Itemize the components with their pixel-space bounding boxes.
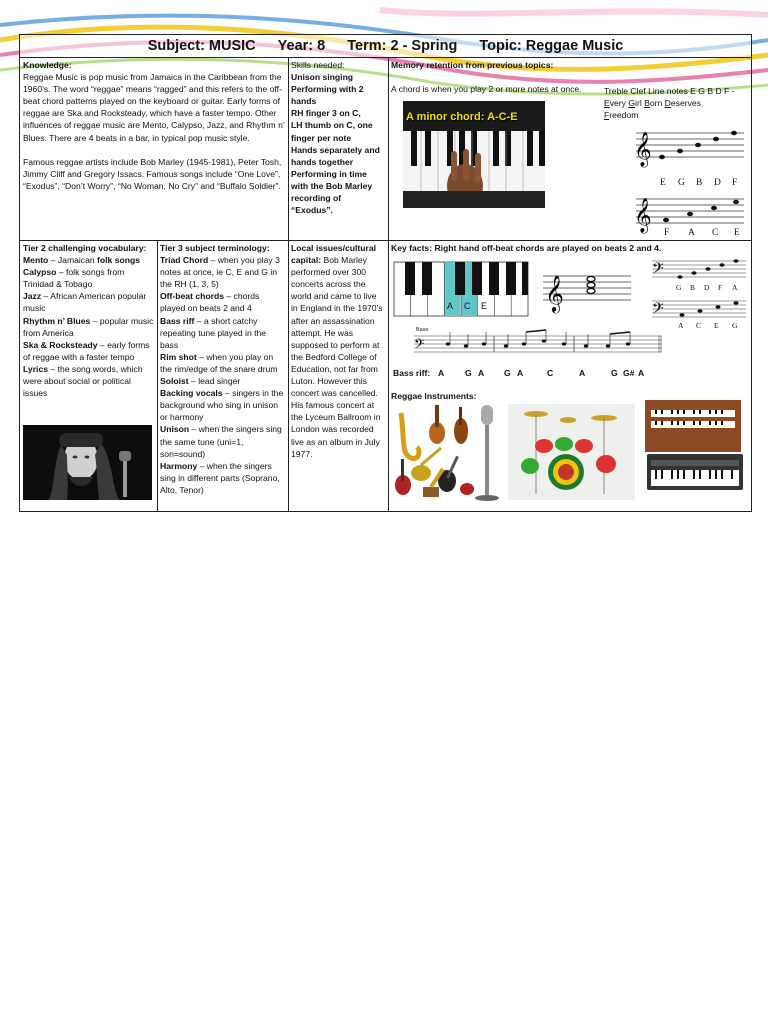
tier3-item: Harmony – when the singers sing in different parts (Soprano, Alto, Tenor) — [160, 460, 280, 495]
local-issues-text: Local issues/cultural capital: Bob Marley performed over 300 concerts across the world and came to live in England in the 1970’s after an assassination attempt. He was supposed to perform at the Bedford College of Education, not far from Luton. However this concert was cancelled. His famous concert at the Lyceum Ballroom in London was recorded live as an album in July 1977. — [291, 243, 383, 459]
tier2-cell — [20, 240, 157, 511]
tier3-item: Backing vocals – singers in the background who sing in unison or harmony — [160, 388, 284, 423]
chord-text: A chord is when you play 2 or more notes at once. — [391, 84, 582, 94]
a-minor-chord-photo — [403, 101, 545, 208]
tier2-item: Calypso – folk songs from Trinidad & Tobago — [23, 267, 125, 290]
topic-title: Topic: Reggae Music — [479, 38, 624, 54]
tier3-item: Bass riff – a short catchy repeating tune played in the bass — [160, 315, 267, 350]
keyboard-ace-diagram — [394, 262, 528, 316]
tier3-item: Soloist – lead singer — [160, 376, 241, 387]
treble-chord-diagram — [543, 264, 633, 314]
bass-riff-row: Bass riff: A G A G A C A G G# A — [393, 368, 645, 378]
tier3-item: Off-beat chords – chords played on beats 2 and 4 — [160, 291, 260, 314]
skill-item: Unison singing — [291, 72, 354, 83]
score-label: Bass — [416, 327, 429, 333]
tier3-heading: Tier 3 subject terminology: — [160, 243, 270, 253]
tier3-item: Triad Chord – when you play 3 notes at once, ie C, E and G in the RH (1, 3, 5) — [160, 255, 280, 290]
tier2-item: Rhythm n’ Blues – popular music from America — [23, 315, 154, 338]
knowledge-heading: Knowledge: — [23, 60, 72, 70]
knowledge-para-2: Famous reggae artists include Bob Marley (1945-1981), Peter Tosh, Jimmy Cliff and Gregory Issacs. Famous songs include “One Love”, “Exodus”, “Don’t Worry”, “No Woman, No Cry” and “Buffalo Soldier”. — [23, 156, 282, 191]
skill-item: LH thumb on C, one finger per note — [291, 120, 373, 143]
bass-riff-score — [414, 328, 664, 358]
tier3-cell — [157, 240, 288, 511]
organ-keyboard-image — [643, 398, 745, 501]
tier3-item: Unison – when the singers sing the same tune (uni=1, son=sound) — [160, 424, 282, 459]
local-issues-cell — [288, 240, 388, 511]
bob-marley-photo — [23, 425, 152, 500]
skill-item: Performing in time with the Bob Marley recording of “Exodus”. — [291, 168, 373, 216]
svg-text:𝄞: 𝄞 — [634, 132, 652, 167]
tier3-item: Rim shot – when you play on the rim/edge of the snare drum — [160, 351, 278, 374]
knowledge-organiser — [19, 34, 752, 512]
tier2-heading: Tier 2 challenging vocabulary: — [23, 243, 147, 253]
subject-title: Subject: MUSIC — [147, 38, 256, 54]
instruments-heading: Reggae Instruments: — [391, 391, 477, 401]
knowledge-para-1: Reggae Music is pop music from Jamaica in the Caribbean from the 1960’s. The word “reggae” means “ragged” and this refers to the off-beat chord patterns played on the keyboard or guitar. Early forms of reggae are Ska and Rocksteady, which have a faster tempo. Other influences of reggae music are Mento, Calypso, Jazz, and Rhythm n’ Blues. There are 4 beats in a bar, in typical pop music style. — [23, 72, 285, 143]
drum-kit-image — [508, 404, 635, 500]
key-facts-heading: Key facts: Right hand off-beat chords are played on beats 2 and 4. — [391, 243, 662, 253]
skills-cell — [288, 57, 388, 240]
skill-item: Hands separately and hands together — [291, 144, 380, 167]
skills-heading: Skills needed: — [291, 60, 345, 70]
memory-cell: Memory retention from previous topics: A chord is when you play 2 or more notes at once. Treble Clef Line notes E G B D F - Every Girl Born Deserves Freedom A minor chord: A-C-E 𝄞 𝄞 E G B D F F A C E — [388, 57, 751, 240]
tier2-item: Mento – Jamaican folk songs — [23, 255, 141, 266]
a-minor-chord-label: A minor chord: A-C-E — [406, 111, 518, 123]
svg-text:𝄢: 𝄢 — [414, 336, 425, 355]
treble-text: Treble Clef Line notes E G B D F - — [604, 86, 735, 96]
tier2-item: Jazz – African American popular music — [23, 291, 147, 314]
svg-text:𝄢: 𝄢 — [652, 260, 664, 281]
mnemonic: Every Girl Born Deserves Freedom — [604, 98, 701, 121]
tier2-item: Ska & Rocksteady – early forms of reggae with a faster tempo — [23, 339, 150, 362]
title-bar — [20, 35, 751, 58]
term-title: Term: 2 - Spring — [347, 38, 458, 54]
skill-item: RH finger 3 on C, — [291, 108, 361, 119]
treble-clef-staves — [636, 125, 746, 240]
svg-text:𝄞: 𝄞 — [634, 198, 652, 233]
key-facts-cell: Key facts: Right hand off-beat chords are played on beats 2 and 4. A C E 𝄞 𝄢 𝄢 G B D F A A C E G Bass 𝄢 Bass riff: A G A G A C A G G# A Reggae Instruments: — [388, 240, 751, 511]
memory-heading: Memory retention from previous topics: — [391, 60, 554, 70]
svg-text:𝄢: 𝄢 — [652, 300, 664, 321]
knowledge-cell — [20, 57, 288, 240]
instruments-collage-image — [391, 403, 503, 505]
year-title: Year: 8 — [277, 38, 326, 54]
svg-text:𝄞: 𝄞 — [545, 274, 564, 312]
skill-item: Performing with 2 hands — [291, 84, 364, 107]
tier2-item: Lyrics – the song words, which were about social or political issues — [23, 363, 143, 399]
